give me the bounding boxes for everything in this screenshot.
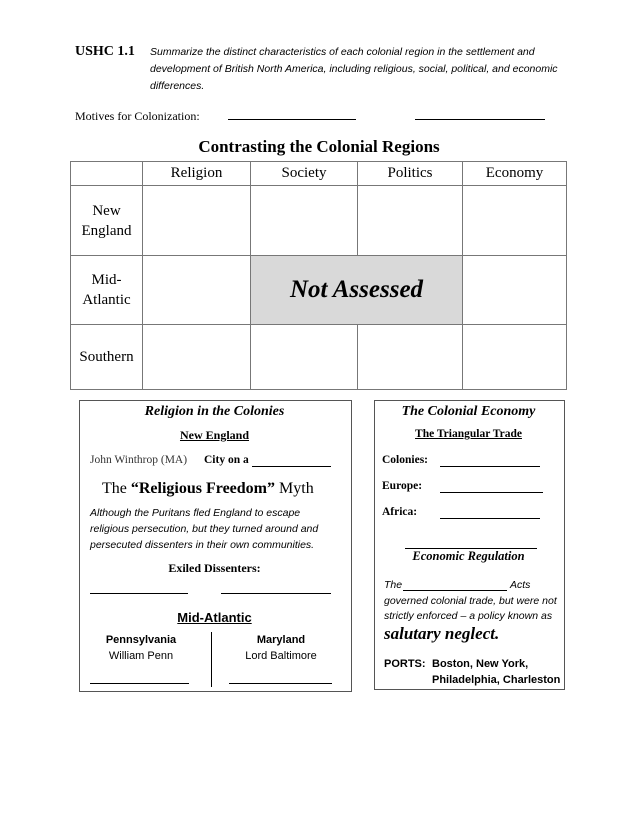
cell-s-economy[interactable] (463, 325, 567, 390)
maryland-label: Maryland (256, 634, 306, 646)
exiled-blank-2[interactable] (221, 593, 331, 594)
corner-cell (71, 162, 143, 186)
cell-ne-society[interactable] (251, 186, 358, 256)
europe-label: Europe: (382, 480, 423, 492)
salutary-neglect: salutary neglect. (384, 624, 500, 643)
row-head-new-england (71, 186, 143, 256)
acts-suffix: Acts (510, 579, 531, 591)
acts-prefix: The (384, 579, 403, 591)
ports-line-1: Boston, New York, (432, 658, 529, 670)
cell-ne-religion[interactable] (143, 186, 251, 256)
city-blank[interactable] (252, 466, 331, 467)
mid-atlantic-line-2: Atlantic (82, 292, 131, 308)
myth-text: Although the Puritans fled England to escape religious persecution, but they turned around and persecuted dissenters in their own communities. (90, 507, 319, 551)
maryland-blank[interactable] (229, 683, 332, 684)
new-england-line-1: New (92, 202, 121, 219)
africa-blank[interactable] (440, 518, 540, 519)
pennsylvania-label: Pennsylvania (105, 634, 177, 646)
regions-table (70, 161, 567, 390)
exiled-dissenters-label: Exiled Dissenters: (168, 561, 261, 575)
col-society: Society (251, 162, 358, 186)
row-head-mid-atlantic (71, 256, 143, 325)
motive-blank-1[interactable] (228, 119, 356, 120)
row-head-southern: Southern (71, 325, 143, 390)
acts-blank[interactable] (403, 590, 507, 591)
cell-ne-economy[interactable] (463, 186, 567, 256)
row-mid-atlantic (71, 256, 567, 325)
cell-ma-religion[interactable] (143, 256, 251, 325)
europe-blank[interactable] (440, 492, 543, 493)
myth-prefix: The (102, 480, 131, 497)
religious-freedom-heading (102, 480, 314, 498)
row-southern (71, 325, 567, 390)
motives-label: Motives for Colonization: (75, 109, 200, 123)
standard-text: Summarize the distinct characteristics of each colonial region in the settlement and development of British North America, including religious, social, political, and economic differences. (150, 46, 558, 92)
ports-label: PORTS: (384, 658, 426, 670)
mid-atlantic-divider (211, 632, 212, 687)
economy-box (374, 400, 565, 690)
col-religion: Religion (143, 162, 251, 186)
not-assessed-cell: Not Assessed (251, 256, 463, 325)
col-economy: Economy (463, 162, 567, 186)
colonies-blank[interactable] (440, 466, 540, 467)
acts-text: governed colonial trade, but were not strictly enforced – a policy known as (384, 595, 557, 622)
motive-blank-2[interactable] (415, 119, 545, 120)
africa-label: Africa: (382, 506, 418, 518)
economic-regulation-heading: Economic Regulation (412, 549, 525, 563)
mid-atlantic-heading: Mid-Atlantic (177, 610, 252, 625)
exiled-blank-1[interactable] (90, 593, 188, 594)
table-header-row (71, 162, 567, 186)
winthrop-label: John Winthrop (MA) (90, 454, 188, 466)
row-new-england (71, 186, 567, 256)
penn-blank[interactable] (90, 683, 189, 684)
myth-bold: “Religious Freedom” (130, 480, 276, 497)
cell-ma-economy[interactable] (463, 256, 567, 325)
religion-new-england-heading: New England (179, 428, 250, 442)
religion-title: Religion in the Colonies (144, 404, 285, 419)
new-england-line-2: England (81, 222, 132, 239)
colonies-label: Colonies: (382, 454, 428, 466)
col-politics: Politics (358, 162, 463, 186)
cell-s-society[interactable] (251, 325, 358, 390)
standard-code: USHC 1.1 (75, 44, 135, 59)
william-penn-label: William Penn (108, 650, 174, 662)
cell-s-religion[interactable] (143, 325, 251, 390)
cell-s-politics[interactable] (358, 325, 463, 390)
city-on-a-label: City on a (204, 454, 249, 466)
ports-line-2: Philadelphia, Charleston (432, 674, 561, 686)
cell-ne-politics[interactable] (358, 186, 463, 256)
triangular-trade-heading: The Triangular Trade (415, 428, 522, 440)
economy-title: The Colonial Economy (401, 404, 536, 419)
mid-atlantic-line-1: Mid- (91, 272, 122, 288)
lord-baltimore-label: Lord Baltimore (245, 650, 317, 662)
table-title: Contrasting the Colonial Regions (198, 137, 440, 156)
myth-suffix: Myth (275, 480, 314, 497)
